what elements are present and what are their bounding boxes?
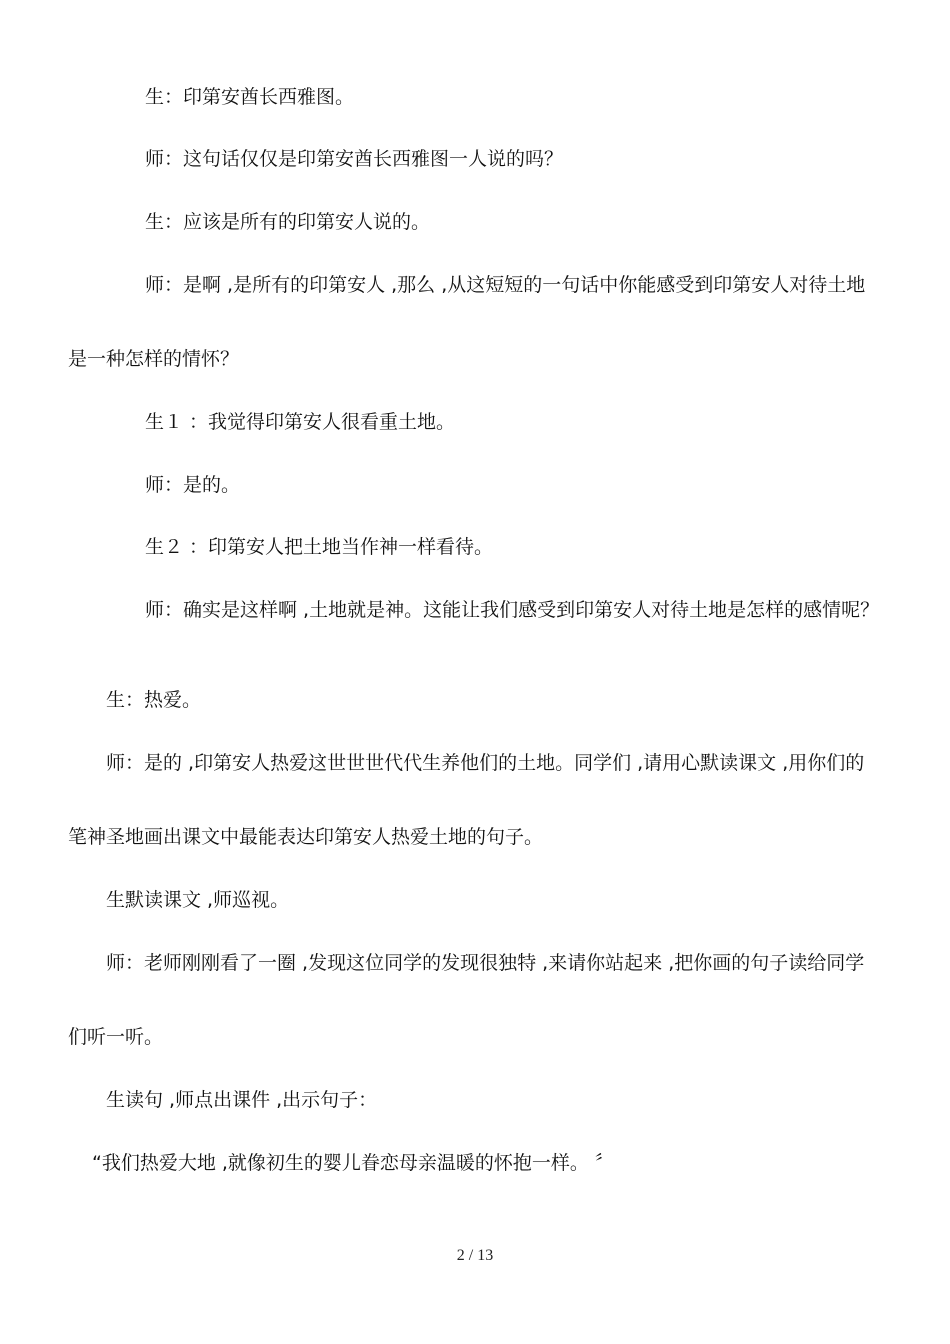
dialogue-line: 生：印第安酋长西雅图。: [145, 86, 355, 108]
dialogue-line: 师：确实是这样啊 ,土地就是神。这能让我们感受到印第安人对待土地是怎样的感情呢？: [145, 599, 880, 621]
quoted-sentence: “我们热爱大地 ,就像初生的婴儿眷恋母亲温暖的怀抱一样。 〞: [92, 1152, 614, 1174]
dialogue-line: 师：老师刚刚看了一圈 ,发现这位同学的发现很独特 ,来请你站起来 ,把你画的句子读给同学: [106, 952, 865, 974]
dialogue-line-continuation: 笔神圣地画出课文中最能表达印第安人热爱土地的句子。: [68, 826, 544, 848]
dialogue-line: 生：热爱。: [106, 689, 202, 711]
dialogue-line: 师：这句话仅仅是印第安酋长西雅图一人说的吗？: [145, 148, 564, 170]
dialogue-line: 生读句 ,师点出课件 ,出示句子：: [106, 1089, 378, 1111]
dialogue-line: 生１ ：我觉得印第安人很看重土地。: [145, 411, 456, 433]
page-number: 2 / 13: [456, 1247, 494, 1264]
dialogue-line-continuation: 是一种怎样的情怀？: [68, 348, 240, 370]
dialogue-line: 师：是啊 ,是所有的印第安人 ,那么 ,从这短短的一句话中你能感受到印第安人对待土地: [145, 274, 866, 296]
dialogue-line: 生：应该是所有的印第安人说的。: [145, 211, 431, 233]
dialogue-line-continuation: 们听一听。: [68, 1026, 164, 1048]
dialogue-line: 师：是的 ,印第安人热爱这世世世代代生养他们的土地。同学们 ,请用心默读课文 ,用你们的: [106, 752, 865, 774]
dialogue-line: 师：是的。: [145, 474, 241, 496]
dialogue-line: 生２ ：印第安人把土地当作神一样看待。: [145, 536, 494, 558]
dialogue-line: 生默读课文 ,师巡视。: [106, 889, 290, 911]
